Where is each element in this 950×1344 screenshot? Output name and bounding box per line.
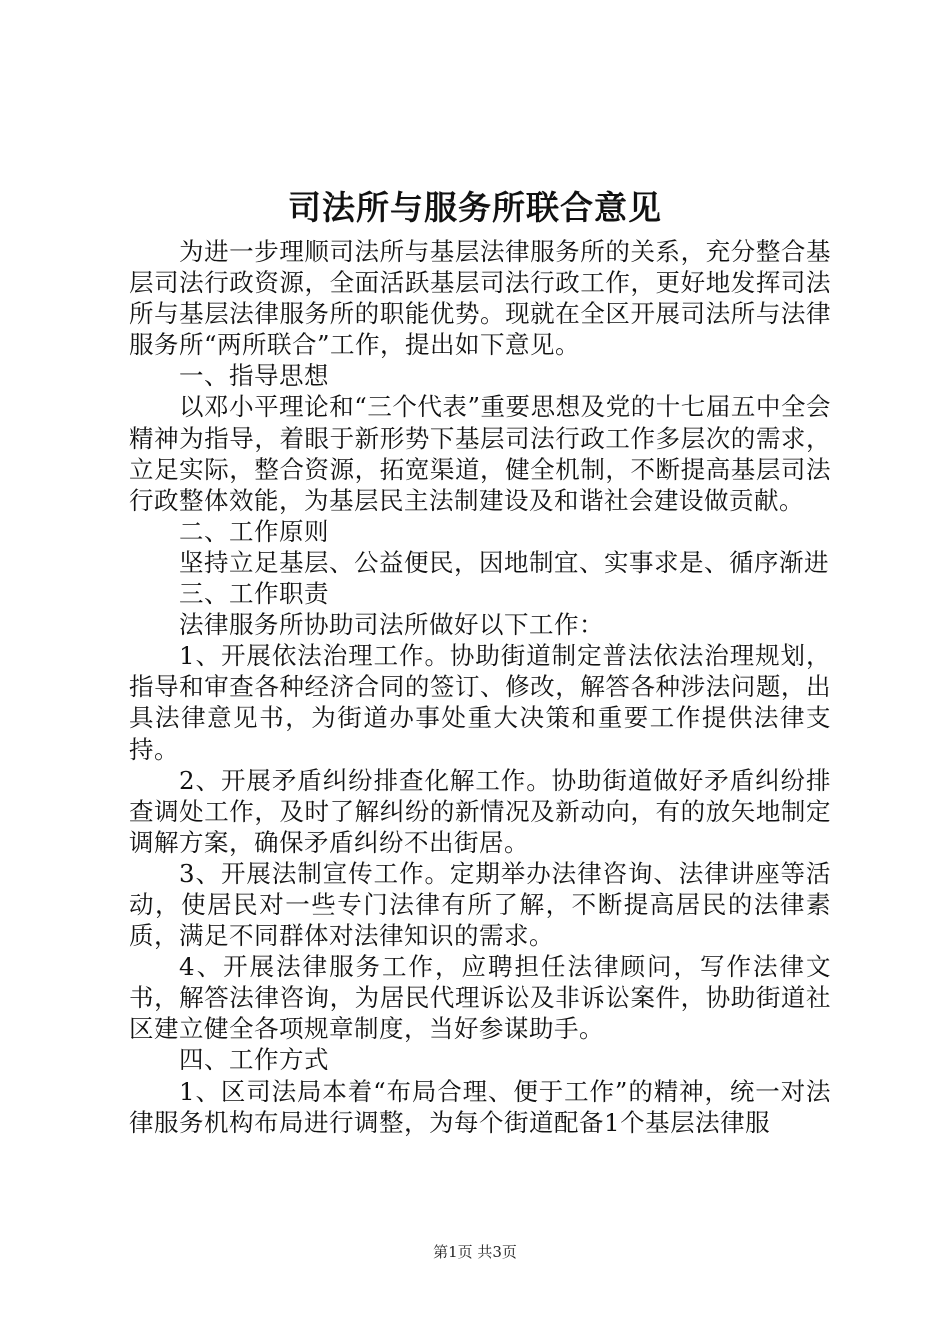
method-item-1: 1、区司法局本着“布局合理、便于工作”的精神，统一对法律服务机构布局进行调整，为每个街道配备1个基层法律服 [129, 1076, 831, 1137]
duties-intro-paragraph: 法律服务所协助司法所做好以下工作： [179, 610, 604, 640]
duty-item-1: 1、开展依法治理工作。协助街道制定普法依法治理规划，指导和审查各种经济合同的签订、修改，解答各种涉法问题，出具法律意见书，为街道办事处重大决策和重要工作提供法律支持。 [129, 641, 831, 764]
section-heading-methods: 四、工作方式 [179, 1045, 329, 1075]
section-heading-principles: 二、工作原则 [179, 516, 329, 546]
section-heading-duties: 三、工作职责 [179, 579, 329, 609]
duty-item-2: 2、开展矛盾纠纷排查化解工作。协助街道做好矛盾纠纷排查调处工作，及时了解纠纷的新情况及新动向，有的放矢地制定调解方案，确保矛盾纠纷不出街居。 [129, 765, 831, 857]
document-body [129, 236, 831, 1138]
page-number-footer: 第1页 共3页 [433, 1243, 517, 1261]
guiding-thought-paragraph: 以邓小平理论和“三个代表”重要思想及党的十七届五中全会精神为指导，着眼于新形势下基层司法行政工作多层次的需求，立足实际，整合资源，拓宽渠道，健全机制，不断提高基层司法行政整体效能，为基层民主法制建设及和谐社会建设做贡献。 [129, 392, 831, 515]
intro-paragraph: 为进一步理顺司法所与基层法律服务所的关系，充分整合基层司法行政资源，全面活跃基层司法行政工作，更好地发挥司法所与基层法律服务所的职能优势。现就在全区开展司法所与法律服务所“两所联合”工作，提出如下意见。 [129, 237, 831, 360]
duty-item-4: 4、开展法律服务工作，应聘担任法律顾问，写作法律文书，解答法律咨询，为居民代理诉讼及非诉讼案件，协助街道社区建立健全各项规章制度，当好参谋助手。 [129, 952, 831, 1044]
section-heading-guiding-thought: 一、指导思想 [179, 361, 329, 391]
duty-item-3: 3、开展法制宣传工作。定期举办法律咨询、法律讲座等活动，使居民对一些专门法律有所了解，不断提高居民的法律素质，满足不同群体对法律知识的需求。 [129, 858, 831, 951]
page-title: 司法所与服务所联合意见 [288, 188, 662, 227]
principles-paragraph: 坚持立足基层、公益便民，因地制宜、实事求是、循序渐进 [179, 547, 829, 577]
